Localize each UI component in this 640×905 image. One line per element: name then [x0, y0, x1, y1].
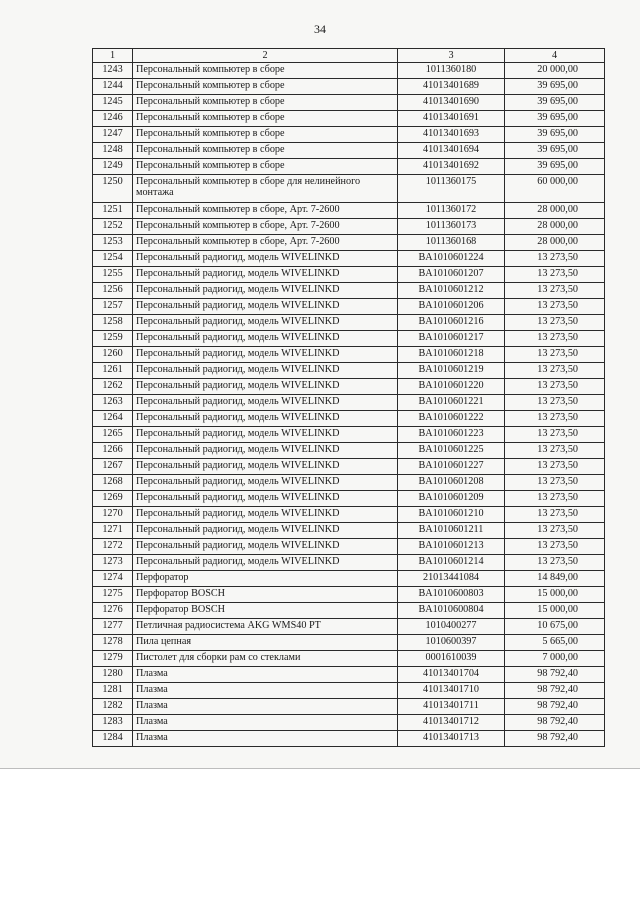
inventory-code: 41013401694	[398, 143, 505, 159]
item-price: 13 273,50	[505, 331, 605, 347]
row-number: 1250	[93, 175, 133, 203]
inventory-code: 41013401704	[398, 667, 505, 683]
item-price: 13 273,50	[505, 379, 605, 395]
row-number: 1276	[93, 603, 133, 619]
table-row	[93, 523, 605, 539]
item-price: 98 792,40	[505, 683, 605, 699]
item-name: Персональный компьютер в сборе	[133, 127, 398, 143]
item-name: Персональный компьютер в сборе, Арт. 7-2600	[133, 219, 398, 235]
item-name: Персональный радиогид, модель WIVELINKD	[133, 475, 398, 491]
inventory-code: BA1010601213	[398, 539, 505, 555]
item-price: 13 273,50	[505, 459, 605, 475]
table-row	[93, 491, 605, 507]
inventory-code: 1011360175	[398, 175, 505, 203]
row-number: 1284	[93, 731, 133, 747]
item-name: Перфоратор BOSCH	[133, 603, 398, 619]
item-name: Персональный радиогид, модель WIVELINKD	[133, 459, 398, 475]
row-number: 1275	[93, 587, 133, 603]
table-body	[93, 63, 605, 747]
row-number: 1267	[93, 459, 133, 475]
table-row	[93, 587, 605, 603]
item-name: Персональный компьютер в сборе	[133, 159, 398, 175]
inventory-code: 1011360172	[398, 203, 505, 219]
item-name: Персональный радиогид, модель WIVELINKD	[133, 331, 398, 347]
item-name: Персональный радиогид, модель WIVELINKD	[133, 347, 398, 363]
item-name: Персональный радиогид, модель WIVELINKD	[133, 443, 398, 459]
item-name: Плазма	[133, 699, 398, 715]
item-name: Персональный радиогид, модель WIVELINKD	[133, 555, 398, 571]
inventory-code: 41013401692	[398, 159, 505, 175]
row-number: 1263	[93, 395, 133, 411]
item-name: Персональный радиогид, модель WIVELINKD	[133, 395, 398, 411]
inventory-code: 41013401691	[398, 111, 505, 127]
table-header-row	[93, 49, 605, 63]
item-price: 13 273,50	[505, 267, 605, 283]
inventory-code: BA1010601224	[398, 251, 505, 267]
item-name: Персональный радиогид, модель WIVELINKD	[133, 363, 398, 379]
row-number: 1244	[93, 79, 133, 95]
item-price: 13 273,50	[505, 523, 605, 539]
item-price: 39 695,00	[505, 127, 605, 143]
item-name: Персональный радиогид, модель WIVELINKD	[133, 539, 398, 555]
row-number: 1268	[93, 475, 133, 491]
row-number: 1266	[93, 443, 133, 459]
row-number: 1283	[93, 715, 133, 731]
inventory-code: BA1010601210	[398, 507, 505, 523]
table-row	[93, 283, 605, 299]
item-name: Персональный компьютер в сборе	[133, 143, 398, 159]
item-name: Персональный радиогид, модель WIVELINKD	[133, 299, 398, 315]
item-price: 13 273,50	[505, 411, 605, 427]
row-number: 1248	[93, 143, 133, 159]
table-row	[93, 507, 605, 523]
row-number: 1249	[93, 159, 133, 175]
item-name: Персональный компьютер в сборе	[133, 95, 398, 111]
item-name: Персональный радиогид, модель WIVELINKD	[133, 283, 398, 299]
inventory-code: BA1010601208	[398, 475, 505, 491]
item-price: 28 000,00	[505, 203, 605, 219]
table-row	[93, 379, 605, 395]
item-price: 28 000,00	[505, 219, 605, 235]
table-row	[93, 63, 605, 79]
item-price: 13 273,50	[505, 299, 605, 315]
item-price: 98 792,40	[505, 667, 605, 683]
inventory-code: 41013401690	[398, 95, 505, 111]
inventory-code: BA1010601209	[398, 491, 505, 507]
inventory-code: BA1010601214	[398, 555, 505, 571]
item-name: Персональный радиогид, модель WIVELINKD	[133, 315, 398, 331]
row-number: 1245	[93, 95, 133, 111]
item-price: 13 273,50	[505, 395, 605, 411]
row-number: 1272	[93, 539, 133, 555]
item-price: 13 273,50	[505, 251, 605, 267]
table-row	[93, 715, 605, 731]
item-name: Персональный радиогид, модель WIVELINKD	[133, 379, 398, 395]
table-row	[93, 203, 605, 219]
table-row	[93, 111, 605, 127]
inventory-code: 41013401693	[398, 127, 505, 143]
table-row	[93, 667, 605, 683]
row-number: 1246	[93, 111, 133, 127]
table-row	[93, 219, 605, 235]
item-price: 13 273,50	[505, 363, 605, 379]
item-price: 13 273,50	[505, 427, 605, 443]
inventory-code: BA1010601227	[398, 459, 505, 475]
row-number: 1265	[93, 427, 133, 443]
item-price: 13 273,50	[505, 443, 605, 459]
item-price: 39 695,00	[505, 95, 605, 111]
inventory-code: BA1010601222	[398, 411, 505, 427]
item-name: Пистолет для сборки рам со стеклами	[133, 651, 398, 667]
inventory-code: BA1010601223	[398, 427, 505, 443]
item-price: 13 273,50	[505, 507, 605, 523]
table-row	[93, 443, 605, 459]
row-number: 1252	[93, 219, 133, 235]
item-price: 98 792,40	[505, 715, 605, 731]
item-name: Плазма	[133, 715, 398, 731]
inventory-code: BA1010601225	[398, 443, 505, 459]
inventory-code: 1011360180	[398, 63, 505, 79]
row-number: 1271	[93, 523, 133, 539]
item-name: Персональный радиогид, модель WIVELINKD	[133, 427, 398, 443]
item-price: 39 695,00	[505, 143, 605, 159]
item-name: Персональный радиогид, модель WIVELINKD	[133, 267, 398, 283]
table-row	[93, 251, 605, 267]
row-number: 1281	[93, 683, 133, 699]
item-name: Персональный радиогид, модель WIVELINKD	[133, 523, 398, 539]
row-number: 1261	[93, 363, 133, 379]
item-price: 15 000,00	[505, 603, 605, 619]
inventory-code: BA1010601206	[398, 299, 505, 315]
row-number: 1280	[93, 667, 133, 683]
item-name: Перфоратор	[133, 571, 398, 587]
table-row	[93, 459, 605, 475]
item-price: 13 273,50	[505, 475, 605, 491]
item-price: 13 273,50	[505, 347, 605, 363]
row-number: 1251	[93, 203, 133, 219]
item-name: Плазма	[133, 683, 398, 699]
inventory-table	[92, 48, 605, 747]
table-row	[93, 635, 605, 651]
inventory-code: 21013441084	[398, 571, 505, 587]
row-number: 1278	[93, 635, 133, 651]
row-number: 1243	[93, 63, 133, 79]
item-name: Персональный радиогид, модель WIVELINKD	[133, 251, 398, 267]
row-number: 1264	[93, 411, 133, 427]
item-price: 13 273,50	[505, 491, 605, 507]
inventory-code: BA1010601221	[398, 395, 505, 411]
inventory-code: 1011360173	[398, 219, 505, 235]
table-row	[93, 299, 605, 315]
item-name: Персональный компьютер в сборе	[133, 111, 398, 127]
row-number: 1274	[93, 571, 133, 587]
table-row	[93, 159, 605, 175]
table-row	[93, 411, 605, 427]
row-number: 1247	[93, 127, 133, 143]
row-number: 1277	[93, 619, 133, 635]
table-row	[93, 143, 605, 159]
row-number: 1259	[93, 331, 133, 347]
inventory-code: 41013401713	[398, 731, 505, 747]
page-number: 34	[314, 22, 326, 36]
header-col-1: 1	[93, 49, 133, 63]
row-number: 1273	[93, 555, 133, 571]
item-price: 98 792,40	[505, 699, 605, 715]
table-row	[93, 539, 605, 555]
item-price: 13 273,50	[505, 539, 605, 555]
row-number: 1257	[93, 299, 133, 315]
table-row	[93, 95, 605, 111]
item-price: 39 695,00	[505, 111, 605, 127]
row-number: 1260	[93, 347, 133, 363]
inventory-code: BA1010601212	[398, 283, 505, 299]
table-row	[93, 267, 605, 283]
inventory-code: BA1010601220	[398, 379, 505, 395]
inventory-code: 41013401711	[398, 699, 505, 715]
inventory-code: 1011360168	[398, 235, 505, 251]
row-number: 1254	[93, 251, 133, 267]
inventory-code: BA1010601218	[398, 347, 505, 363]
item-price: 28 000,00	[505, 235, 605, 251]
inventory-code: BA1010601207	[398, 267, 505, 283]
table-row	[93, 315, 605, 331]
inventory-code: 41013401712	[398, 715, 505, 731]
header-col-3: 3	[398, 49, 505, 63]
item-name: Персональный радиогид, модель WIVELINKD	[133, 507, 398, 523]
item-name: Персональный компьютер в сборе	[133, 79, 398, 95]
item-price: 15 000,00	[505, 587, 605, 603]
row-number: 1282	[93, 699, 133, 715]
row-number: 1258	[93, 315, 133, 331]
item-name: Пила цепная	[133, 635, 398, 651]
row-number: 1253	[93, 235, 133, 251]
table-row	[93, 699, 605, 715]
table-row	[93, 475, 605, 491]
inventory-code: BA1010601217	[398, 331, 505, 347]
inventory-code: BA1010601216	[398, 315, 505, 331]
item-name: Плазма	[133, 731, 398, 747]
row-number: 1279	[93, 651, 133, 667]
item-price: 14 849,00	[505, 571, 605, 587]
item-name: Персональный радиогид, модель WIVELINKD	[133, 491, 398, 507]
table-row	[93, 331, 605, 347]
table-row	[93, 427, 605, 443]
item-name: Плазма	[133, 667, 398, 683]
inventory-code: BA1010600804	[398, 603, 505, 619]
table-row	[93, 347, 605, 363]
table-row	[93, 555, 605, 571]
item-name: Персональный компьютер в сборе, Арт. 7-2600	[133, 203, 398, 219]
table-row	[93, 127, 605, 143]
header-col-2: 2	[133, 49, 398, 63]
row-number: 1262	[93, 379, 133, 395]
item-price: 13 273,50	[505, 555, 605, 571]
item-name: Перфоратор BOSCH	[133, 587, 398, 603]
item-price: 39 695,00	[505, 79, 605, 95]
item-price: 13 273,50	[505, 283, 605, 299]
table-row	[93, 363, 605, 379]
item-price: 10 675,00	[505, 619, 605, 635]
item-price: 39 695,00	[505, 159, 605, 175]
table-row	[93, 395, 605, 411]
row-number: 1255	[93, 267, 133, 283]
table-row	[93, 79, 605, 95]
item-price: 13 273,50	[505, 315, 605, 331]
item-name: Персональный компьютер в сборе	[133, 63, 398, 79]
inventory-code: BA1010600803	[398, 587, 505, 603]
row-number: 1256	[93, 283, 133, 299]
table-row	[93, 619, 605, 635]
item-name: Персональный компьютер в сборе для нелинейного монтажа	[133, 175, 398, 203]
item-price: 60 000,00	[505, 175, 605, 203]
inventory-code: 1010400277	[398, 619, 505, 635]
item-price: 7 000,00	[505, 651, 605, 667]
item-price: 5 665,00	[505, 635, 605, 651]
inventory-code: 41013401710	[398, 683, 505, 699]
table-row	[93, 731, 605, 747]
row-number: 1269	[93, 491, 133, 507]
inventory-code: BA1010601211	[398, 523, 505, 539]
inventory-code: 41013401689	[398, 79, 505, 95]
item-name: Персональный радиогид, модель WIVELINKD	[133, 411, 398, 427]
item-price: 98 792,40	[505, 731, 605, 747]
row-number: 1270	[93, 507, 133, 523]
table-row	[93, 603, 605, 619]
table-row	[93, 651, 605, 667]
header-col-4: 4	[505, 49, 605, 63]
item-name: Петличная радиосистема AKG WMS40 PT	[133, 619, 398, 635]
scan-edge	[0, 768, 640, 769]
table-row	[93, 683, 605, 699]
inventory-code: 1010600397	[398, 635, 505, 651]
inventory-code: BA1010601219	[398, 363, 505, 379]
table-row	[93, 175, 605, 203]
item-name: Персональный компьютер в сборе, Арт. 7-2600	[133, 235, 398, 251]
table-row	[93, 235, 605, 251]
table-row	[93, 571, 605, 587]
inventory-code: 0001610039	[398, 651, 505, 667]
item-price: 20 000,00	[505, 63, 605, 79]
